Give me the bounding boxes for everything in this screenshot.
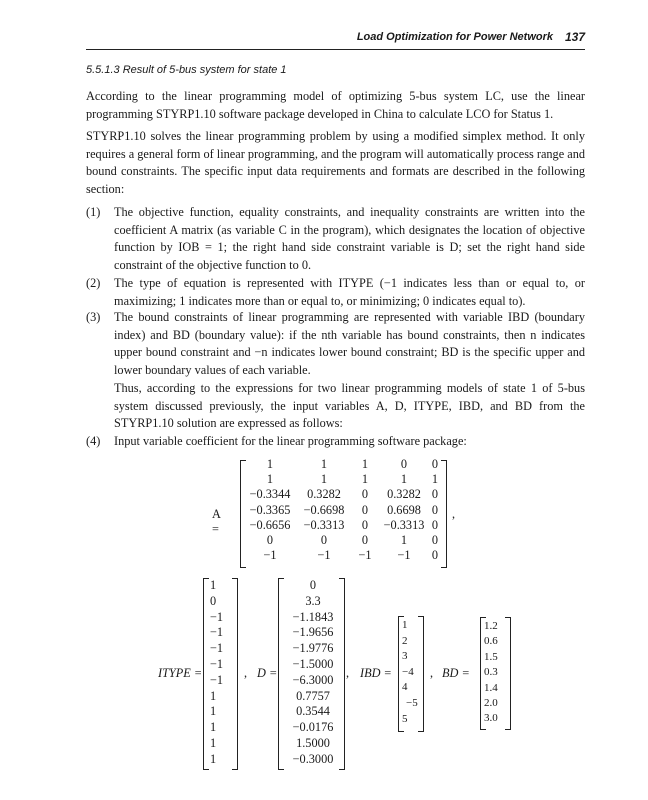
vector-cell: 0 (309, 578, 317, 592)
matrix-cell: 1 (400, 532, 408, 547)
matrix-cell: −1 (317, 548, 331, 563)
list-text: Input variable coefficient for the linear programming software package: (114, 434, 467, 448)
matrix-column (380, 457, 428, 563)
matrix-cell: 1 (320, 457, 328, 471)
list-number: (4) (86, 434, 101, 448)
vector-cell: 1.5000 (296, 735, 330, 750)
vector-cell: −1 (210, 672, 224, 687)
vector-cell: −1.9776 (292, 641, 334, 656)
matrix-cell: 1 (361, 457, 369, 471)
matrix-column (354, 457, 376, 563)
running-header (86, 31, 585, 50)
vector-cell: −1.1843 (292, 609, 334, 624)
matrix-cell: −0.6698 (303, 502, 345, 517)
matrix-cell: −1 (358, 548, 372, 563)
vector-cell: 1 (210, 735, 217, 750)
vector-cell: 0.7757 (296, 688, 330, 703)
separator: , (430, 666, 434, 680)
vector-cell: 3 (402, 650, 408, 663)
vector-cell: −0.3000 (292, 751, 334, 766)
right-bracket (232, 578, 238, 770)
list-text: The objective function, equality constraints, and inequality constraints are written into the coefficient A matrix (as variable C in the program), which designates the location of objective function by IOB = 1; the right hand side constraint variable is D; set the right hand side constraint of the objective function to 0. (114, 205, 585, 272)
vector-cell: 5 (402, 712, 408, 725)
matrix-cell: 1 (320, 472, 328, 487)
vector-cell: 0.3544 (296, 704, 330, 719)
vector-cell: 0 (210, 593, 217, 608)
vector-cell: 0.6 (484, 635, 498, 648)
vector-cell: 3.3 (305, 593, 321, 608)
matrix-cell: −0.6656 (249, 517, 291, 532)
d-label: D = (257, 666, 278, 680)
left-bracket (278, 578, 284, 770)
vector-cell: −1.5000 (292, 656, 334, 671)
list-number: (2) (86, 276, 101, 290)
ibd-label: IBD = (360, 666, 392, 680)
matrix-cell: 0 (361, 532, 369, 547)
matrix-cell: −0.3365 (249, 502, 291, 517)
vector-cell: −4 (402, 665, 414, 678)
left-bracket (203, 578, 209, 770)
matrix-cell: 0 (431, 548, 439, 563)
vector-cell: −1 (210, 656, 224, 671)
vector-cell: 0.3 (484, 666, 498, 679)
vector-cell: 1.5 (484, 650, 498, 663)
running-title: Load Optimization for Power Network (356, 31, 553, 43)
vector-cell: 2 (402, 634, 408, 647)
matrix-a-label: A = (212, 507, 221, 536)
list-number: (3) (86, 310, 101, 324)
list-text: The type of equation is represented with ITYPE (−1 indicates less than or equal to, or maximizing; 1 indicates more than or equal to, or minimizing; 0 indicates equal to). (114, 276, 585, 308)
d-vector (285, 578, 341, 768)
page-number: 137 (564, 30, 585, 44)
matrix-cell: 1 (431, 472, 439, 487)
list-number: (1) (86, 205, 101, 219)
matrix-cell: 1 (361, 472, 369, 487)
list-continuation: Thus, according to the expressions for two linear programming models of state 1 of 5-bus system discussed previously, the input variables A, D, ITYPE, IBD, and BD from the STYRP1.10 solution are expressed as follows: (114, 381, 585, 431)
matrix-cell: 0 (361, 502, 369, 517)
vector-cell: 1 (210, 751, 217, 766)
list-text: The bound constraints of linear programming are represented with variable IBD (boundary index) and BD (boundary value): if the nth variable has bound constraints, then n indicates upper bound constraint and −n indicates lower bound constraint; BD is the specific upper and lower boundary values of each variable. (114, 310, 585, 377)
itype-label: ITYPE = (158, 666, 203, 680)
vector-cell: 1.4 (484, 681, 498, 694)
separator: , (346, 666, 350, 680)
matrix-cell: 0 (431, 532, 439, 547)
matrix-column (300, 457, 348, 563)
vector-cell: 1 (210, 578, 217, 592)
matrix-cell: 0 (431, 457, 439, 471)
matrix-cell: −1 (263, 548, 277, 563)
matrix-cell: 0 (431, 487, 439, 502)
matrix-cell: −1 (397, 548, 411, 563)
matrix-cell: 0 (361, 487, 369, 502)
matrix-cell: 0 (266, 532, 274, 547)
matrix-cell: 0 (320, 532, 328, 547)
matrix-cell: 0.3282 (387, 487, 421, 502)
vector-cell: 4 (402, 681, 408, 694)
vector-cell: 1 (210, 688, 217, 703)
matrix-cell: 1 (400, 472, 408, 487)
matrix-cell: 0.3282 (307, 487, 341, 502)
matrix-cell: 0 (400, 457, 408, 471)
vector-cell: 1 (210, 720, 217, 735)
vector-cell: −1.9656 (292, 625, 334, 640)
bd-vector (484, 619, 508, 727)
paragraph-intro: According to the linear programming model of optimizing 5-bus system LC, use the linear programming STYRP1.10 software package developed in China to calculate LCO for Status 1. (86, 89, 585, 121)
matrix-a-comma: , (452, 507, 456, 521)
vector-cell: −1 (210, 641, 224, 656)
paragraph-method: STYRP1.10 solves the linear programming problem by using a modified simplex method. It only requires a general form of linear programming, and the program will automatically process range and bound constraints. The specific input data requirements and formats are described in the following section: (86, 129, 585, 196)
vector-cell: −0.0176 (292, 720, 334, 735)
matrix-cell: 0 (361, 517, 369, 532)
section-title: 5.5.1.3 Result of 5-bus system for state 1 (86, 64, 287, 76)
separator: , (244, 666, 248, 680)
vector-cell: 1 (210, 704, 217, 719)
matrix-cell: 1 (266, 457, 274, 471)
vector-cell: −1 (210, 609, 224, 624)
ibd-vector (402, 618, 420, 727)
vector-cell: 3.0 (484, 712, 498, 725)
vector-cell: 1.2 (484, 620, 498, 632)
matrix-column (428, 457, 442, 563)
bd-label: BD = (442, 666, 470, 680)
matrix-cell: −0.3344 (249, 487, 291, 502)
vector-cell: −6.3000 (292, 672, 334, 687)
matrix-cell: −0.3313 (383, 517, 425, 532)
matrix-cell: −0.3313 (303, 517, 345, 532)
itype-vector (210, 578, 232, 768)
vector-cell: −5 (406, 696, 418, 709)
vector-cell: −1 (210, 625, 224, 640)
vector-cell: 1 (402, 619, 408, 631)
matrix-column (246, 457, 294, 563)
matrix-cell: 0 (431, 502, 439, 517)
matrix-cell: 0 (431, 517, 439, 532)
matrix-cell: 0.6698 (387, 502, 421, 517)
vector-cell: 2.0 (484, 696, 498, 709)
matrix-cell: 1 (266, 472, 274, 487)
